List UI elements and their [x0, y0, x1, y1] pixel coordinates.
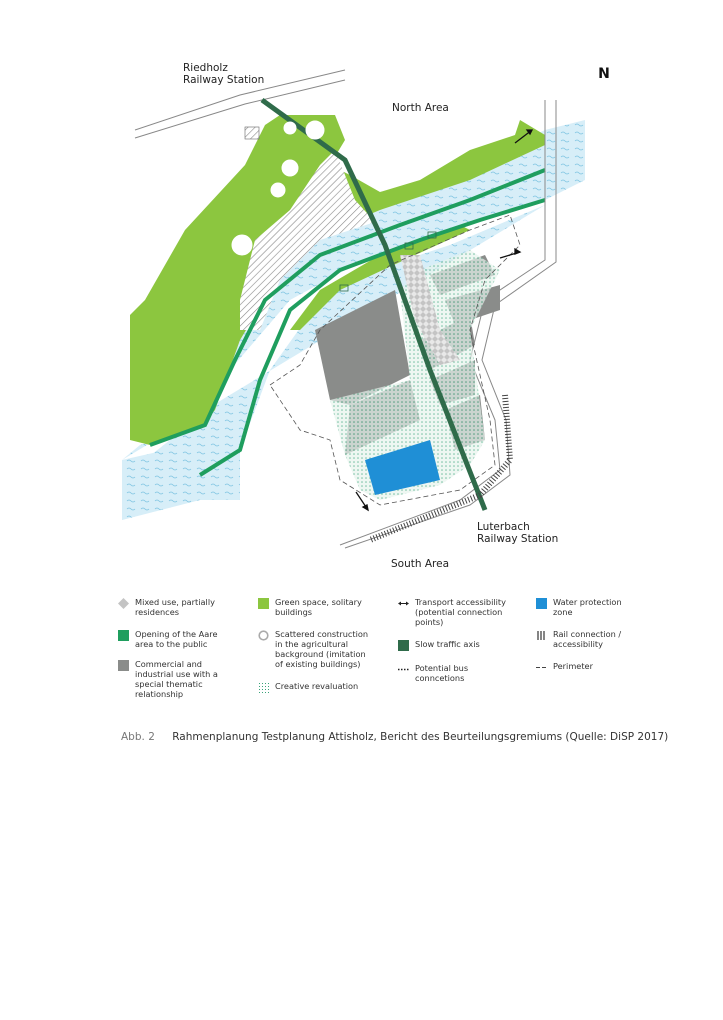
- legend-label: Rail connection / accessibility: [553, 629, 622, 649]
- legend-label: Slow traffic axis: [415, 639, 480, 649]
- legend-label: Commercial and industrial use with a special thematic relationship: [135, 659, 218, 699]
- label-luterbach-station: Luterbach Railway Station: [477, 521, 559, 545]
- dashed-line-icon: [536, 662, 547, 673]
- legend-label: Water protection zone: [553, 597, 622, 617]
- legend-label: Potential bus conncetions: [415, 663, 469, 683]
- rail-hatch-icon: [536, 630, 547, 641]
- legend-label: Perimeter: [553, 661, 593, 671]
- circle-outline-icon: [258, 630, 269, 641]
- dotted-square-icon: [258, 682, 269, 693]
- figure-caption: [121, 731, 668, 743]
- figure-number: Abb. 2: [121, 731, 155, 743]
- map-legend: [118, 597, 638, 709]
- label-south-area: South Area: [391, 558, 450, 570]
- legend-label: Opening of the Aare area to the public: [135, 629, 218, 649]
- legend-label: Creative revaluation: [275, 681, 359, 691]
- darkgreen-square-icon: [398, 640, 409, 651]
- grey-square-icon: [118, 660, 129, 671]
- label-riedholz-station: Riedholz Railway Station: [183, 62, 265, 86]
- dotted-line-icon: [398, 664, 409, 675]
- green-line-icon: [118, 630, 129, 641]
- legend-label: Mixed use, partially residences: [135, 597, 215, 617]
- diamond-hatch-icon: [118, 598, 129, 609]
- double-arrow-icon: [398, 598, 409, 609]
- green-square-icon: [258, 598, 269, 609]
- legend-label: Transport accessibility (potential connection points): [415, 597, 506, 627]
- figure-caption-text: Rahmenplanung Testplanung Attisholz, Bericht des Beurteilungsgremiums (Quelle: DiSP 2017): [172, 731, 669, 743]
- legend-label: Scattered construction in the agricultural background (imitation of existing buildings): [275, 629, 369, 669]
- legend-label: Green space, solitary buildings: [275, 597, 362, 617]
- label-north-area: North Area: [392, 102, 449, 114]
- blue-square-icon: [536, 598, 547, 609]
- small-building: [245, 127, 259, 139]
- north-arrow-icon: N: [598, 66, 610, 82]
